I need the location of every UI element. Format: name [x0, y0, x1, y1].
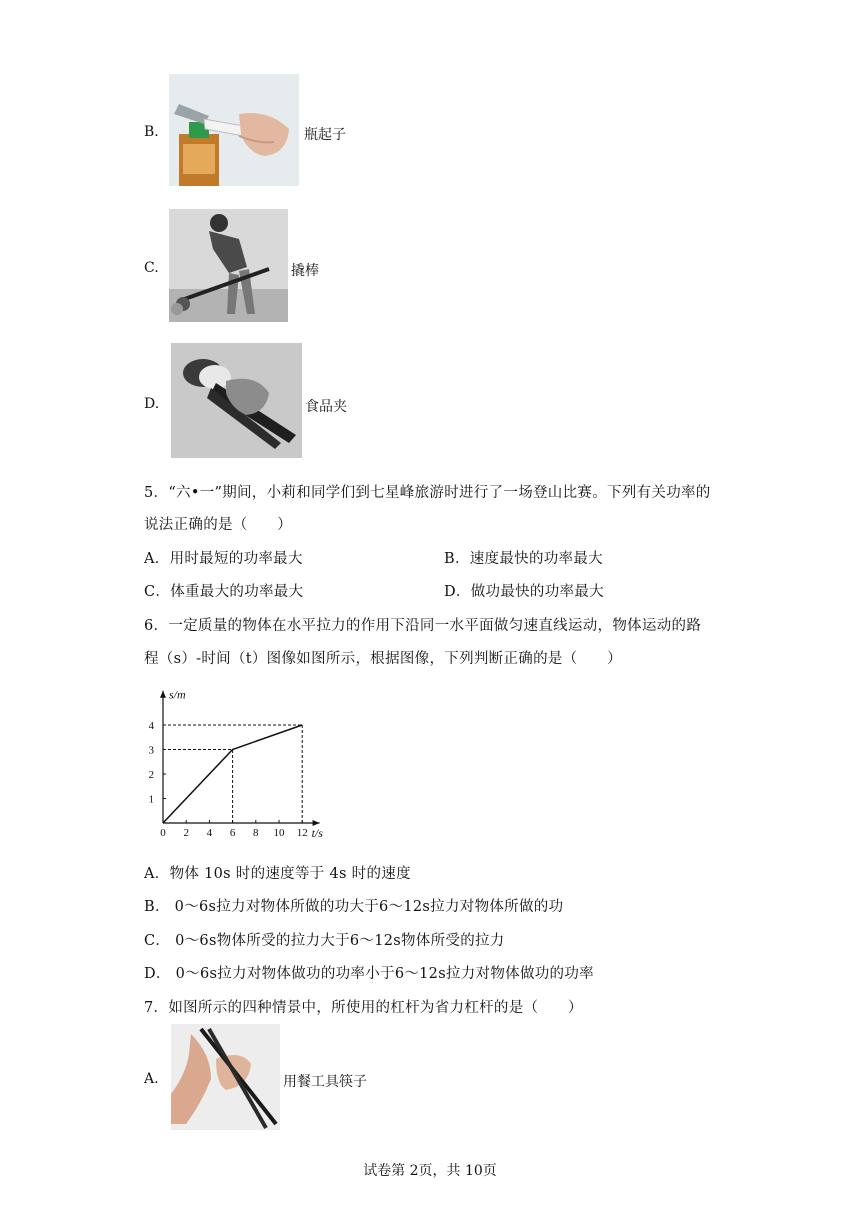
- q6-option-a: A．物体 10s 时的速度等于 4s 时的速度: [144, 866, 411, 882]
- x-axis-label: t/s: [311, 826, 323, 840]
- y-tick-label-4: 4: [148, 720, 154, 732]
- q6-option-c: C． 0～6s物体所受的拉力大于6～12s物体所受的拉力: [144, 933, 505, 949]
- y-tick-label-1: 1: [148, 793, 154, 806]
- q6-stem-line2: 程（s）-时间（t）图像如图所示，根据图像，下列判断正确的是（ ）: [144, 651, 622, 667]
- y-tick-label-2: 2: [148, 769, 154, 781]
- option-c-letter: C.: [144, 260, 159, 276]
- x-tick-label-10: 10: [273, 827, 285, 839]
- q5-option-b: B．速度最快的功率最大: [444, 551, 603, 567]
- q7-option-a-caption: 用餐工具筷子: [283, 1074, 367, 1090]
- option-b-caption: 瓶起子: [304, 127, 346, 143]
- option-c-caption: 撬棒: [291, 263, 319, 279]
- option-d-letter: D.: [144, 396, 160, 412]
- q6-option-d: D． 0～6s拉力对物体做功的功率小于6～12s拉力对物体做功的功率: [144, 966, 594, 982]
- page-footer: 试卷第 2页，共 10页: [363, 1163, 497, 1179]
- q5-stem-line2: 说法正确的是（ ）: [144, 517, 292, 533]
- q7-stem: 7．如图所示的四种情景中，所使用的杠杆为省力杠杆的是（ ）: [144, 1000, 583, 1016]
- y-axis-label: s/m: [169, 687, 186, 702]
- x-tick-label-8: 8: [253, 827, 259, 839]
- y-tick-label-3: 3: [148, 744, 154, 757]
- x-tick-label-12: 12: [296, 827, 308, 839]
- crowbar-photo: [169, 209, 288, 322]
- x-tick-label-2: 2: [183, 827, 189, 839]
- x-tick-label-4: 4: [206, 827, 213, 839]
- chopsticks-photo: [171, 1024, 280, 1130]
- y-axis-arrow: [160, 691, 166, 698]
- s-t-graph: [140, 678, 360, 843]
- x-tick-label-0: 0: [160, 827, 166, 839]
- q6-stem-line1: 6．一定质量的物体在水平拉力的作用下沿同一水平面做匀速直线运动，物体运动的路: [144, 618, 702, 634]
- series-line-0: [163, 725, 302, 823]
- option-d-caption: 食品夹: [305, 399, 347, 415]
- bottle-opener-photo: [169, 74, 299, 186]
- q5-option-a: A．用时最短的功率最大: [144, 551, 303, 567]
- q6-option-b: B． 0～6s拉力对物体所做的功大于6～12s拉力对物体所做的功: [144, 899, 564, 915]
- food-tongs-photo: [171, 343, 302, 458]
- q7-option-a-letter: A.: [144, 1071, 159, 1087]
- q5-option-c: C．体重最大的功率最大: [144, 584, 304, 600]
- option-b-letter: B.: [144, 124, 159, 140]
- x-tick-label-6: 6: [229, 827, 236, 839]
- q5-option-d: D．做功最快的功率最大: [444, 584, 604, 600]
- q5-stem-line1: 5．“六•一”期间，小莉和同学们到七星峰旅游时进行了一场登山比赛。下列有关功率的: [144, 485, 711, 501]
